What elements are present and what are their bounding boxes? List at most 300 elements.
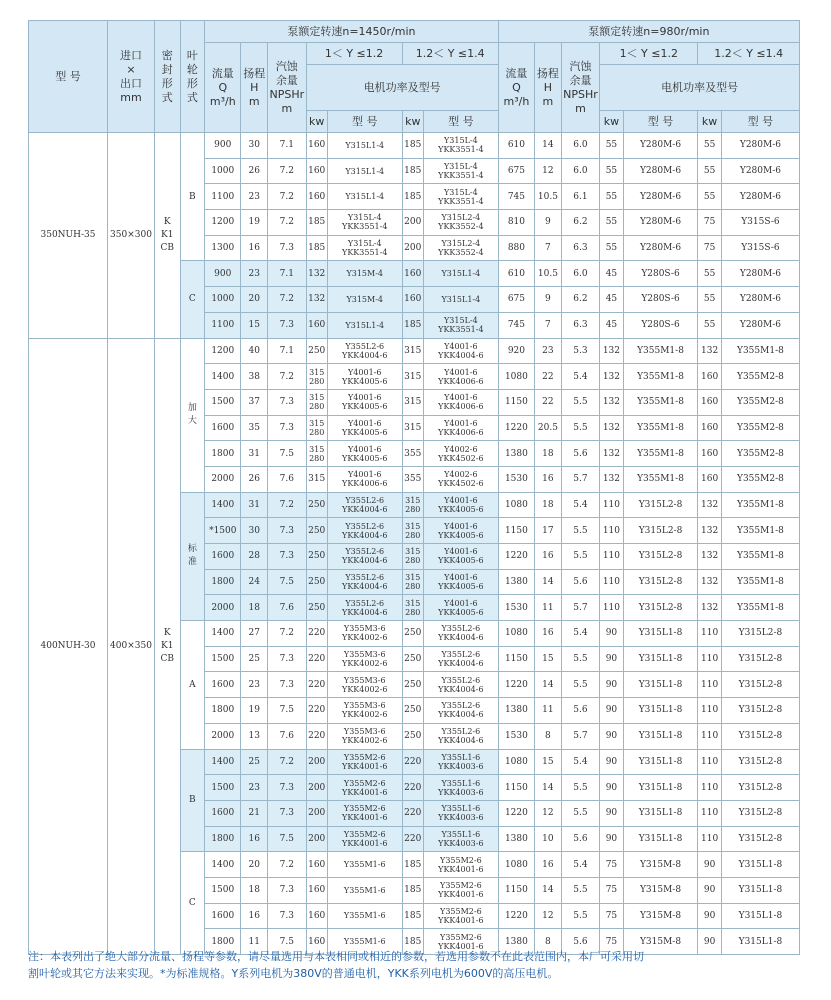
motor-b-1450-cell <box>423 621 498 647</box>
kw-b-980-cell: 132 <box>698 338 721 364</box>
motor-b-1450-line: YKK4502-6 <box>438 453 484 463</box>
motor-b-1450-line: Y4001-6 <box>444 495 478 505</box>
kw-a-1450-cell: 220 <box>306 672 327 698</box>
motor-a-1450-cell <box>327 749 402 775</box>
flow-1450-cell: 1600 <box>205 415 241 441</box>
motor-a-1450-cell <box>327 621 402 647</box>
motor-b-980-cell: Y355M2-8 <box>721 466 799 492</box>
pump-model: 400NUH-30 <box>29 338 108 955</box>
kw-a-1450-cell: 220 <box>306 621 327 647</box>
npsh-980-cell: 6.2 <box>561 287 599 313</box>
kw-a-1450-line: 280 <box>309 376 325 386</box>
motor-a-1450-cell <box>327 338 402 364</box>
motor-b-1450-line: Y355L2-6 <box>441 727 481 737</box>
npsh-1450-cell: 7.3 <box>268 775 306 801</box>
motor-a-1450-line: Y355M1-6 <box>343 860 386 870</box>
motor-b-1450-cell <box>423 158 498 184</box>
head-980-cell: 12 <box>535 903 562 929</box>
flow-1450-cell: 2000 <box>205 723 241 749</box>
head-1450-cell: 16 <box>241 826 268 852</box>
kw-a-980-cell: 132 <box>600 466 623 492</box>
motor-b-980-cell: Y355M1-8 <box>721 569 799 595</box>
head-1450-cell: 23 <box>241 261 268 287</box>
kw-b-1450-line: 315 <box>405 495 421 505</box>
kw-a-1450-line: 315 <box>309 444 325 454</box>
flow-1450-cell: 1500 <box>205 775 241 801</box>
kw-a-1450-cell: 220 <box>306 698 327 724</box>
motor-b-980-cell: Y280M-6 <box>721 158 799 184</box>
kw-a-980-cell: 132 <box>600 338 623 364</box>
seal-type-line: K <box>163 216 171 227</box>
motor-b-1450-line: YKK4005-6 <box>438 556 484 566</box>
table-row <box>29 133 800 159</box>
kw-b-980-cell: 110 <box>698 800 721 826</box>
flow-980-cell: 1530 <box>498 723 534 749</box>
header-npsh-980: 汽蚀 余量 NPSHr m <box>561 43 599 133</box>
kw-a-980-cell: 90 <box>600 800 623 826</box>
motor-b-980-cell: Y355M1-8 <box>721 544 799 570</box>
motor-a-1450-line: Y355M2-6 <box>343 829 386 839</box>
head-980-cell: 18 <box>535 441 562 467</box>
motor-a-1450-line: Y355L2-6 <box>345 598 385 608</box>
impeller-type-line: 准 <box>187 557 197 568</box>
motor-a-1450-line: Y315M-4 <box>346 294 383 304</box>
motor-b-980-cell: Y315L2-8 <box>721 800 799 826</box>
kw-a-980-cell: 110 <box>600 569 623 595</box>
header-motor-model: 型 号 <box>423 111 498 133</box>
kw-b-980-cell: 90 <box>698 903 721 929</box>
flow-1450-cell: 1600 <box>205 903 241 929</box>
flow-1450-cell: *1500 <box>205 518 241 544</box>
motor-a-980-cell: Y355M1-8 <box>623 441 698 467</box>
motor-b-1450-cell <box>423 492 498 518</box>
motor-a-1450-line: Y355M2-6 <box>343 804 386 814</box>
motor-b-1450-line: Y4002-6 <box>444 470 478 480</box>
motor-b-1450-line: YKK3552-4 <box>438 248 484 258</box>
flow-980-cell: 1380 <box>498 698 534 724</box>
kw-b-980-cell: 110 <box>698 646 721 672</box>
kw-a-980-cell: 75 <box>600 929 623 955</box>
kw-a-980-cell: 90 <box>600 646 623 672</box>
flow-980-cell: 1220 <box>498 903 534 929</box>
kw-a-1450-cell: 200 <box>306 749 327 775</box>
motor-a-1450-line: YKK4001-6 <box>342 838 388 848</box>
kw-b-1450-cell: 185 <box>402 929 423 955</box>
motor-a-1450-cell <box>327 492 402 518</box>
motor-b-1450-cell <box>423 852 498 878</box>
kw-a-980-cell: 110 <box>600 518 623 544</box>
motor-a-1450-cell <box>327 364 402 390</box>
motor-b-980-cell: Y315L2-8 <box>721 723 799 749</box>
motor-b-1450-line: Y4001-6 <box>444 598 478 608</box>
motor-a-1450-cell <box>327 184 402 210</box>
head-980-cell: 8 <box>535 723 562 749</box>
motor-a-1450-cell <box>327 800 402 826</box>
head-980-cell: 9 <box>535 287 562 313</box>
head-1450-cell: 16 <box>241 903 268 929</box>
head-1450-cell: 20 <box>241 852 268 878</box>
motor-b-1450-line: YKK4003-6 <box>438 761 484 771</box>
npsh-1450-cell: 7.3 <box>268 235 306 261</box>
head-1450-cell: 23 <box>241 775 268 801</box>
motor-b-1450-line: Y355M2-6 <box>440 855 482 865</box>
motor-a-1450-line: YKK3551-4 <box>342 248 388 258</box>
flow-980-cell: 1080 <box>498 749 534 775</box>
motor-a-1450-line: YKK4002-6 <box>342 633 388 643</box>
head-1450-cell: 11 <box>241 929 268 955</box>
pump-size: 400×350 <box>108 338 155 955</box>
head-980-cell: 16 <box>535 621 562 647</box>
kw-b-980-cell: 160 <box>698 415 721 441</box>
kw-b-1450-line: 315 <box>405 521 421 531</box>
kw-b-980-cell: 110 <box>698 826 721 852</box>
kw-b-1450-line: 315 <box>405 573 421 583</box>
motor-b-1450-line: YKK4004-6 <box>438 633 484 643</box>
header-motor-model: 型 号 <box>721 111 799 133</box>
kw-b-1450-cell: 185 <box>402 133 423 159</box>
flow-1450-cell: 1500 <box>205 646 241 672</box>
motor-a-1450-line: Y315L-4 <box>347 213 382 223</box>
motor-a-980-cell: Y315L2-8 <box>623 569 698 595</box>
motor-a-1450-line: YKK4001-6 <box>342 813 388 823</box>
motor-b-980-cell: Y355M2-8 <box>721 415 799 441</box>
header-range-a-1450: 1＜ Y ≤1.2 <box>306 43 402 65</box>
flow-980-cell: 745 <box>498 312 534 338</box>
kw-a-980-cell: 90 <box>600 749 623 775</box>
motor-a-1450-line: Y315L1-4 <box>345 140 385 150</box>
kw-a-1450-cell <box>306 364 327 390</box>
motor-a-980-cell: Y315M-8 <box>623 929 698 955</box>
head-1450-cell: 25 <box>241 749 268 775</box>
npsh-1450-cell: 7.1 <box>268 261 306 287</box>
motor-a-1450-line: Y355L2-6 <box>345 521 385 531</box>
motor-b-1450-line: YKK4003-6 <box>438 838 484 848</box>
kw-a-1450-cell: 160 <box>306 929 327 955</box>
motor-b-1450-line: Y355L2-6 <box>441 624 481 634</box>
motor-b-1450-line: Y355L1-6 <box>441 829 481 839</box>
kw-b-1450-cell: 185 <box>402 852 423 878</box>
head-1450-cell: 37 <box>241 389 268 415</box>
head-980-cell: 9 <box>535 210 562 236</box>
kw-a-1450-cell: 250 <box>306 544 327 570</box>
kw-b-980-cell: 110 <box>698 775 721 801</box>
kw-a-1450-line: 280 <box>309 427 325 437</box>
kw-b-1450-cell: 315 <box>402 415 423 441</box>
motor-b-1450-line: YKK4004-6 <box>438 659 484 669</box>
motor-a-1450-line: Y355M3-6 <box>343 650 386 660</box>
flow-1450-cell: 1500 <box>205 389 241 415</box>
motor-a-1450-line: YKK4005-6 <box>342 376 388 386</box>
motor-a-980-cell: Y315L1-8 <box>623 672 698 698</box>
flow-1450-cell: 900 <box>205 261 241 287</box>
kw-b-980-cell: 75 <box>698 235 721 261</box>
pump-size: 350×300 <box>108 133 155 339</box>
motor-a-1450-line: YKK4006-6 <box>342 479 388 489</box>
kw-a-980-cell: 110 <box>600 595 623 621</box>
head-980-cell: 16 <box>535 852 562 878</box>
npsh-1450-cell: 7.6 <box>268 723 306 749</box>
motor-b-1450-line: YKK4006-6 <box>438 376 484 386</box>
motor-a-980-cell: Y280M-6 <box>623 184 698 210</box>
kw-b-980-cell: 110 <box>698 723 721 749</box>
head-1450-cell: 18 <box>241 595 268 621</box>
header-kw: kw <box>698 111 721 133</box>
npsh-1450-cell: 7.2 <box>268 364 306 390</box>
motor-b-1450-cell <box>423 569 498 595</box>
kw-b-980-cell: 55 <box>698 261 721 287</box>
flow-1450-cell: 1200 <box>205 210 241 236</box>
kw-b-1450-cell: 315 <box>402 338 423 364</box>
header-range-b-980: 1.2＜ Y ≤1.4 <box>698 43 800 65</box>
motor-b-1450-line: YKK4001-6 <box>438 890 484 900</box>
motor-b-1450-line: YKK4006-6 <box>438 402 484 412</box>
motor-a-1450-cell <box>327 569 402 595</box>
motor-a-1450-line: Y355M1-6 <box>343 911 386 921</box>
npsh-1450-cell: 7.5 <box>268 698 306 724</box>
head-1450-cell: 23 <box>241 672 268 698</box>
kw-b-980-cell: 160 <box>698 364 721 390</box>
motor-a-1450-line: Y355M3-6 <box>343 727 386 737</box>
motor-a-980-cell: Y315L1-8 <box>623 749 698 775</box>
motor-b-980-cell: Y355M1-8 <box>721 595 799 621</box>
kw-b-980-cell: 132 <box>698 492 721 518</box>
kw-b-980-cell: 132 <box>698 518 721 544</box>
kw-b-1450-cell: 185 <box>402 312 423 338</box>
motor-b-1450-line: Y315L2-4 <box>441 213 481 223</box>
motor-a-1450-cell <box>327 595 402 621</box>
npsh-980-cell: 5.5 <box>561 903 599 929</box>
motor-a-1450-line: YKK4002-6 <box>342 684 388 694</box>
motor-a-1450-cell <box>327 852 402 878</box>
kw-a-1450-line: 280 <box>309 402 325 412</box>
motor-a-980-cell: Y280M-6 <box>623 210 698 236</box>
impeller-type-line: 标 <box>187 544 197 555</box>
motor-b-1450-line: YKK4005-6 <box>438 504 484 514</box>
header-head-980: 扬程 H m <box>535 43 562 133</box>
motor-b-1450-line: Y315L-4 <box>444 316 478 326</box>
motor-b-1450-cell <box>423 261 498 287</box>
motor-a-1450-cell <box>327 133 402 159</box>
motor-b-1450-cell <box>423 749 498 775</box>
motor-b-1450-line: YKK3552-4 <box>438 222 484 232</box>
motor-a-1450-cell <box>327 287 402 313</box>
header-speed-1450: 泵额定转速n=1450r/min <box>205 21 499 43</box>
motor-a-1450-line: Y315L1-4 <box>345 192 385 202</box>
motor-a-1450-line: Y355L2-6 <box>345 341 385 351</box>
motor-a-1450-line: YKK4001-6 <box>342 761 388 771</box>
head-980-cell: 7 <box>535 235 562 261</box>
motor-a-980-cell: Y315M-8 <box>623 852 698 878</box>
head-980-cell: 16 <box>535 466 562 492</box>
flow-980-cell: 1150 <box>498 775 534 801</box>
kw-a-1450-cell <box>306 389 327 415</box>
impeller-type <box>180 492 205 620</box>
motor-a-1450-line: Y355M2-6 <box>343 778 386 788</box>
motor-a-1450-cell <box>327 518 402 544</box>
motor-b-1450-line: Y355M2-6 <box>440 932 482 942</box>
head-980-cell: 8 <box>535 929 562 955</box>
npsh-1450-cell: 7.1 <box>268 338 306 364</box>
kw-a-980-cell: 55 <box>600 184 623 210</box>
npsh-1450-cell: 7.5 <box>268 569 306 595</box>
flow-980-cell: 810 <box>498 210 534 236</box>
flow-980-cell: 1530 <box>498 466 534 492</box>
kw-b-980-cell: 55 <box>698 133 721 159</box>
kw-a-1450-cell <box>306 415 327 441</box>
kw-a-1450-cell: 132 <box>306 287 327 313</box>
head-1450-cell: 31 <box>241 441 268 467</box>
motor-b-1450-line: Y355L1-6 <box>441 778 481 788</box>
head-980-cell: 12 <box>535 800 562 826</box>
motor-b-980-cell: Y355M2-8 <box>721 441 799 467</box>
head-980-cell: 18 <box>535 492 562 518</box>
motor-b-1450-line: YKK4003-6 <box>438 813 484 823</box>
motor-b-980-cell: Y355M1-8 <box>721 338 799 364</box>
npsh-1450-cell: 7.3 <box>268 312 306 338</box>
kw-b-1450-line: 280 <box>405 556 421 566</box>
motor-a-980-cell: Y315L1-8 <box>623 826 698 852</box>
motor-a-1450-cell <box>327 158 402 184</box>
npsh-1450-cell: 7.2 <box>268 158 306 184</box>
kw-b-1450-line: 280 <box>405 582 421 592</box>
head-1450-cell: 35 <box>241 415 268 441</box>
head-1450-cell: 16 <box>241 235 268 261</box>
motor-a-1450-cell <box>327 441 402 467</box>
head-1450-cell: 18 <box>241 877 268 903</box>
kw-a-980-cell: 132 <box>600 415 623 441</box>
motor-b-1450-line: Y4001-6 <box>444 367 478 377</box>
motor-a-1450-cell <box>327 698 402 724</box>
kw-b-980-cell: 110 <box>698 749 721 775</box>
motor-a-1450-line: YKK4004-6 <box>342 556 388 566</box>
motor-b-980-cell: Y280M-6 <box>721 287 799 313</box>
kw-b-980-cell: 132 <box>698 595 721 621</box>
head-1450-cell: 31 <box>241 492 268 518</box>
motor-a-1450-line: YKK4001-6 <box>342 787 388 797</box>
npsh-980-cell: 5.6 <box>561 929 599 955</box>
npsh-1450-cell: 7.6 <box>268 466 306 492</box>
npsh-1450-cell: 7.1 <box>268 133 306 159</box>
motor-a-1450-cell <box>327 877 402 903</box>
flow-980-cell: 1150 <box>498 389 534 415</box>
motor-a-980-cell: Y315M-8 <box>623 877 698 903</box>
motor-a-1450-cell <box>327 389 402 415</box>
motor-b-1450-cell <box>423 415 498 441</box>
npsh-1450-cell: 7.6 <box>268 595 306 621</box>
kw-a-980-cell: 75 <box>600 877 623 903</box>
impeller-type: B <box>180 749 205 852</box>
motor-a-1450-line: YKK4005-6 <box>342 402 388 412</box>
motor-a-1450-cell <box>327 826 402 852</box>
motor-b-1450-cell <box>423 133 498 159</box>
header-motor-model: 型 号 <box>623 111 698 133</box>
flow-980-cell: 1220 <box>498 415 534 441</box>
motor-b-980-cell: Y315L2-8 <box>721 749 799 775</box>
head-980-cell: 14 <box>535 775 562 801</box>
motor-b-1450-line: YKK3551-4 <box>438 196 484 206</box>
head-980-cell: 17 <box>535 518 562 544</box>
motor-b-1450-line: YKK4001-6 <box>438 941 484 951</box>
kw-b-1450-cell <box>402 518 423 544</box>
kw-b-980-cell: 90 <box>698 929 721 955</box>
npsh-980-cell: 5.4 <box>561 852 599 878</box>
flow-1450-cell: 1000 <box>205 287 241 313</box>
motor-b-980-cell: Y355M1-8 <box>721 518 799 544</box>
flow-1450-cell: 2000 <box>205 595 241 621</box>
motor-a-980-cell: Y315L2-8 <box>623 518 698 544</box>
npsh-1450-cell: 7.2 <box>268 852 306 878</box>
header-flow-1450: 流量 Q m³/h <box>205 43 241 133</box>
table-row <box>29 338 800 364</box>
footnote-line: 注：本表列出了绝大部分流量、扬程等参数，请尽量选用与本表相同或相近的参数，若选用参数不在此表范围内，本厂可采用切 <box>28 950 644 963</box>
flow-980-cell: 1380 <box>498 441 534 467</box>
seal-type <box>154 338 180 955</box>
kw-a-1450-cell: 315 <box>306 466 327 492</box>
npsh-980-cell: 5.5 <box>561 646 599 672</box>
head-980-cell: 14 <box>535 877 562 903</box>
flow-980-cell: 610 <box>498 261 534 287</box>
kw-b-1450-cell: 250 <box>402 672 423 698</box>
flow-1450-cell: 1800 <box>205 826 241 852</box>
head-1450-cell: 27 <box>241 621 268 647</box>
motor-b-1450-cell <box>423 389 498 415</box>
kw-a-980-cell: 132 <box>600 441 623 467</box>
motor-a-1450-line: YKK4004-6 <box>342 504 388 514</box>
kw-b-1450-cell: 220 <box>402 775 423 801</box>
motor-a-1450-line: YKK4004-6 <box>342 607 388 617</box>
motor-a-1450-line: Y355L2-6 <box>345 495 385 505</box>
motor-a-1450-line: Y355L2-6 <box>345 547 385 557</box>
head-1450-cell: 25 <box>241 646 268 672</box>
motor-b-1450-cell <box>423 672 498 698</box>
kw-b-1450-cell: 250 <box>402 698 423 724</box>
kw-a-1450-cell: 250 <box>306 595 327 621</box>
flow-980-cell: 1220 <box>498 544 534 570</box>
kw-a-1450-cell: 250 <box>306 338 327 364</box>
kw-b-1450-cell: 200 <box>402 235 423 261</box>
motor-a-1450-line: Y355M2-6 <box>343 752 386 762</box>
motor-b-1450-line: YKK4502-6 <box>438 479 484 489</box>
pump-model: 350NUH-35 <box>29 133 108 339</box>
motor-a-1450-cell <box>327 415 402 441</box>
kw-a-1450-line: 280 <box>309 453 325 463</box>
npsh-1450-cell: 7.3 <box>268 646 306 672</box>
npsh-980-cell: 5.5 <box>561 672 599 698</box>
motor-a-980-cell: Y315M-8 <box>623 903 698 929</box>
motor-b-1450-cell <box>423 775 498 801</box>
npsh-980-cell: 6.0 <box>561 133 599 159</box>
kw-b-1450-cell: 315 <box>402 364 423 390</box>
kw-b-1450-cell: 355 <box>402 466 423 492</box>
npsh-980-cell: 6.1 <box>561 184 599 210</box>
npsh-980-cell: 5.5 <box>561 800 599 826</box>
header-motor-980: 电机功率及型号 <box>600 65 800 111</box>
kw-b-980-cell: 75 <box>698 210 721 236</box>
header-npsh-1450: 汽蚀 余量 NPSHr m <box>268 43 306 133</box>
head-980-cell: 15 <box>535 646 562 672</box>
head-980-cell: 22 <box>535 389 562 415</box>
motor-b-1450-line: YKK3551-4 <box>438 325 484 335</box>
kw-a-980-cell: 55 <box>600 133 623 159</box>
kw-b-1450-cell: 220 <box>402 826 423 852</box>
motor-a-1450-cell <box>327 903 402 929</box>
header-inlet-outlet: 进口 × 出口 mm <box>108 21 155 133</box>
motor-b-1450-line: Y315L-4 <box>444 136 478 146</box>
npsh-1450-cell: 7.2 <box>268 492 306 518</box>
kw-a-1450-cell: 220 <box>306 646 327 672</box>
motor-b-1450-cell <box>423 723 498 749</box>
kw-b-980-cell: 55 <box>698 312 721 338</box>
